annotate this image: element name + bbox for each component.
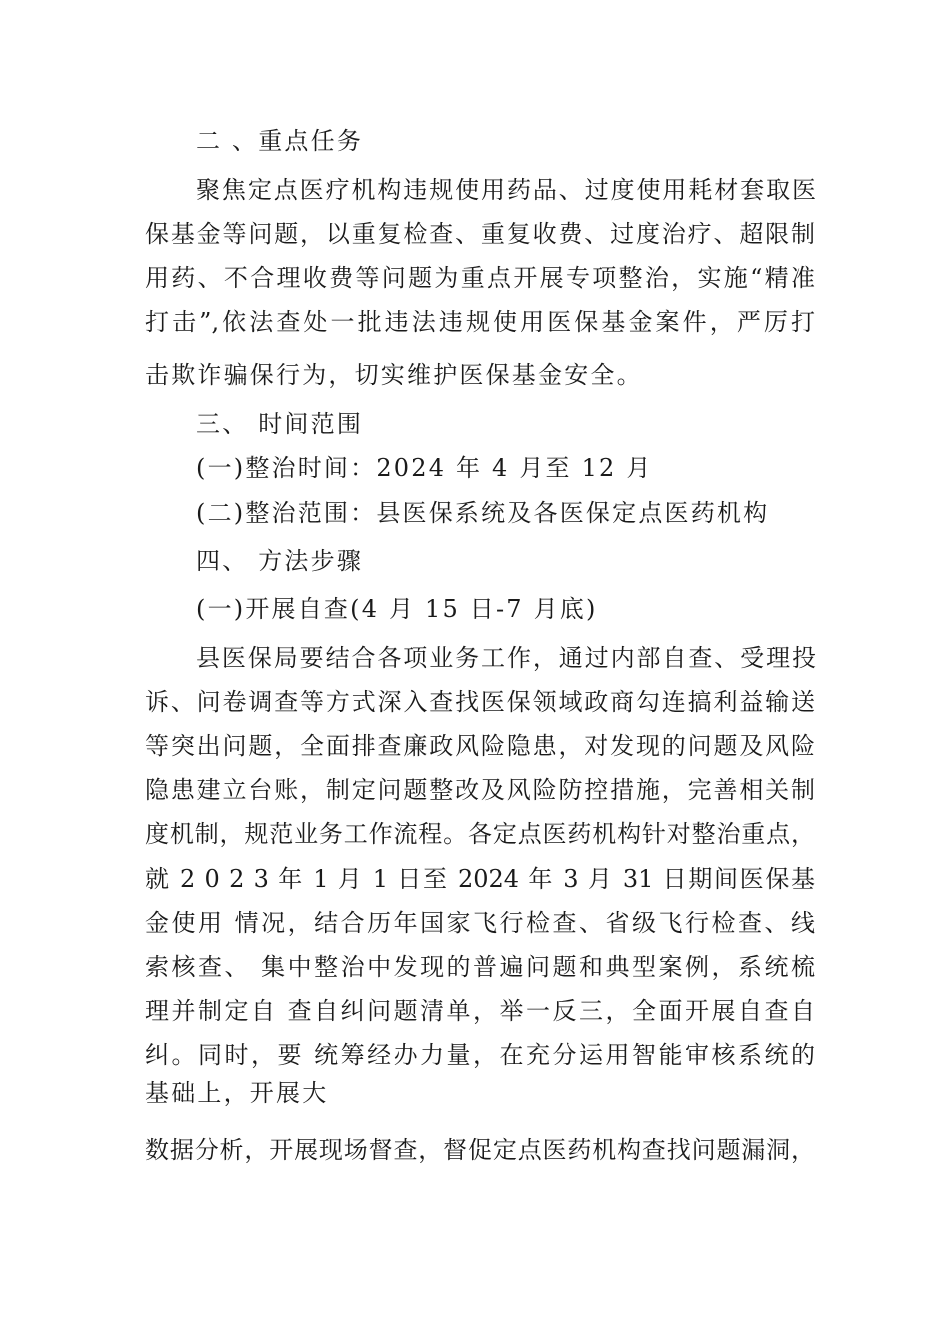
paragraph-line: 击欺诈骗保行为，切实维护医保基金安全。 [145,361,643,389]
sub-item-self-check: (一)开展自查(4 月 15 日-7 月底) [196,595,598,623]
paragraph-line: 诉、问卷调查等方式深入查找医保领域政商勾连搞利益输送 [145,688,815,716]
paragraph-line: 隐患建立台账，制定问题整改及风险防控措施，完善相关制 [145,776,815,804]
paragraph-line: 保基金等问题，以重复检查、重复收费、过度治疗、超限制 [145,220,815,248]
sub-item-time: (一)整治时间：2024 年 4 月至 12 月 [196,454,653,482]
paragraph-line: 金使用 情况，结合历年国家飞行检查、省级飞行检查、线 [145,909,815,937]
section-heading-2: 二 、重点任务 [196,127,364,155]
paragraph-line: 用药、不合理收费等问题为重点开展专项整治，实施“精准 [145,264,815,292]
section-heading-3: 三、 时间范围 [196,410,364,438]
section-heading-4: 四、 方法步骤 [196,547,364,575]
paragraph-line: 打击”,依法查处一批违法违规使用医保基金案件，严厉打 [145,308,815,336]
sub-item-scope: (二)整治范围：县医保系统及各医保定点医药机构 [196,499,770,527]
paragraph-line: 索核查、 集中整治中发现的普遍问题和典型案例，系统梳 [145,953,815,981]
paragraph-line: 度机制，规范业务工作流程。各定点医药机构针对整治重点， [145,820,815,848]
paragraph-line: 县医保局要结合各项业务工作，通过内部自查、受理投 [196,644,816,672]
paragraph-line: 基础上，开展大 [145,1079,329,1107]
paragraph-line: 等突出问题，全面排查廉政风险隐患，对发现的问题及风险 [145,732,815,760]
paragraph-line: 纠。同时，要 统筹经办力量，在充分运用智能审核系统的 [145,1041,815,1069]
paragraph-line: 就 2 0 2 3 年 1 月 1 日至 2024 年 3 月 31 日期间医保基 [145,865,815,893]
paragraph-line: 数据分析，开展现场督查，督促定点医药机构查找问题漏洞， [145,1136,815,1164]
paragraph-line: 理并制定自 查自纠问题清单，举一反三，全面开展自查自 [145,997,815,1025]
paragraph-line: 聚焦定点医疗机构违规使用药品、过度使用耗材套取医 [196,176,816,204]
